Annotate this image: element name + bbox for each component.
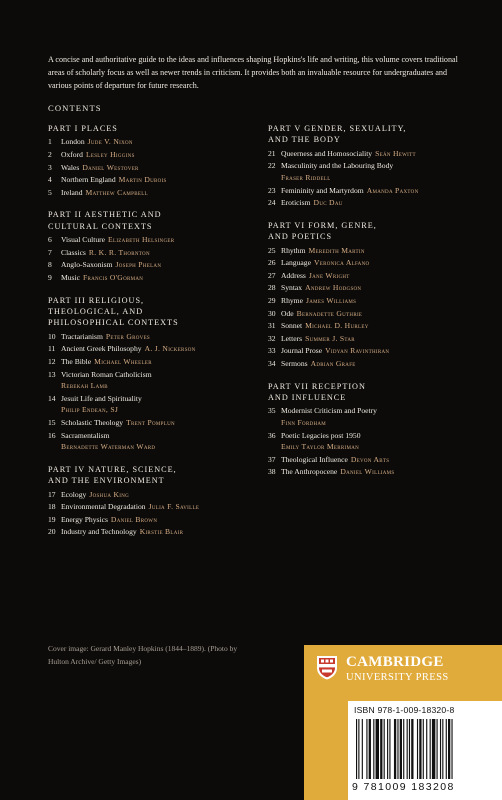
chapter-entry — [268, 148, 478, 161]
chapter-entry — [268, 345, 478, 358]
chapter-number: 25 — [268, 245, 276, 255]
chapter-author: Meredith Martin — [308, 245, 365, 255]
chapter-entry — [48, 259, 258, 272]
chapter-title: Tractarianism — [61, 331, 103, 341]
contents-part — [48, 209, 258, 284]
chapter-number: 23 — [268, 185, 276, 195]
publisher-press: UNIVERSITY PRESS — [346, 672, 449, 683]
part-heading — [48, 123, 258, 134]
chapter-title: Ireland — [61, 187, 83, 197]
chapter-title: Classics — [61, 247, 86, 257]
chapter-number: 26 — [268, 258, 276, 268]
chapter-author: Emily Taylor Merriman — [281, 442, 360, 452]
chapter-entry — [48, 272, 258, 285]
chapter-entry — [268, 308, 478, 321]
part-heading-line: PART III RELIGIOUS, — [48, 295, 145, 305]
chapter-title: Poetic Legacies post 1950 — [281, 430, 361, 440]
chapter-entry — [268, 466, 478, 479]
chapter-title: Letters — [281, 333, 303, 343]
contents-part — [268, 220, 478, 371]
chapter-author: Martin Dubois — [118, 175, 167, 185]
chapter-title: Oxford — [61, 150, 83, 159]
chapter-number: 5 — [48, 187, 52, 197]
chapter-entry — [268, 295, 478, 308]
chapter-number: 9 — [48, 272, 52, 282]
barcode-bar — [426, 719, 427, 779]
barcode-digits: 9 781009 183208 — [352, 781, 455, 793]
chapter-author: Trent Pomplun — [126, 417, 175, 427]
chapter-title: Scholastic Theology — [61, 417, 124, 427]
barcode-bar — [419, 719, 421, 779]
cover-image-credit: Cover image: Gerard Manley Hopkins (1844–1889). (Photo by Hulton Archive/ Getty Images) — [48, 644, 238, 666]
chapter-title: Address — [281, 270, 306, 280]
chapter-entry — [48, 343, 258, 356]
chapter-number: 31 — [268, 321, 276, 331]
chapter-number: 13 — [48, 369, 56, 379]
chapter-author: Joshua King — [89, 489, 130, 499]
chapter-author: Bernadette Waterman Ward — [61, 442, 156, 452]
chapter-number: 17 — [48, 489, 56, 499]
chapter-entry — [268, 358, 478, 371]
barcode-bar — [407, 719, 408, 779]
chapter-author: Andrew Hodgson — [305, 283, 362, 293]
chapter-entry — [48, 356, 258, 369]
chapter-entry — [48, 526, 258, 539]
chapter-author: Summer J. Star — [305, 333, 355, 343]
chapter-number: 12 — [48, 356, 56, 366]
chapter-author: Daniel Westover — [82, 162, 139, 172]
part-heading-line: PART VI FORM, GENRE, — [268, 220, 377, 230]
chapter-entry — [48, 430, 258, 454]
part-heading-line: THEOLOGICAL, AND — [48, 306, 144, 316]
barcode-bar — [373, 719, 374, 779]
chapter-title: Masculinity and the Labouring Body — [281, 161, 394, 171]
contents-heading: CONTENTS — [48, 103, 102, 113]
part-heading — [268, 123, 478, 146]
chapter-title: Visual Culture — [61, 235, 106, 245]
barcode-bar — [397, 719, 398, 779]
contents-part — [48, 123, 258, 199]
barcode-bar — [376, 719, 379, 779]
chapter-author: Julia F. Saville — [148, 502, 200, 512]
barcode-bar — [384, 719, 385, 779]
chapter-title: Journal Prose — [281, 346, 323, 356]
chapter-number: 4 — [48, 175, 52, 185]
chapter-title: Queerness and Homosociality — [281, 148, 373, 158]
chapter-number: 22 — [268, 161, 276, 171]
barcode-bar — [437, 719, 438, 779]
chapter-entry — [268, 197, 478, 210]
chapter-number: 30 — [268, 308, 276, 318]
part-heading-line: CULTURAL CONTEXTS — [48, 221, 153, 231]
chapter-title: Northern England — [61, 175, 116, 185]
part-heading-line: PHILOSOPHICAL CONTEXTS — [48, 318, 179, 328]
chapter-title: Music — [61, 272, 80, 282]
barcode-bar — [432, 719, 435, 779]
chapter-number: 32 — [268, 333, 276, 343]
chapter-author: Amanda Paxton — [366, 185, 419, 195]
chapter-entry — [48, 149, 258, 162]
part-heading-line: PART VII RECEPTION — [268, 381, 366, 391]
chapter-title: Ancient Greek Philosophy — [61, 344, 142, 354]
chapter-author: Daniel Williams — [340, 467, 395, 477]
chapter-number: 6 — [48, 235, 52, 245]
contents-part — [268, 381, 478, 479]
chapter-number: 2 — [48, 150, 52, 159]
part-heading-line: PART V GENDER, SEXUALITY, — [268, 124, 407, 133]
chapter-title: Energy Physics — [61, 514, 108, 524]
chapter-author: Michael Wheeler — [94, 356, 152, 366]
part-heading-line: AND THE BODY — [268, 135, 341, 145]
chapter-number: 21 — [268, 148, 276, 158]
chapter-entry — [268, 257, 478, 270]
chapter-author: Kirstie Blair — [139, 527, 184, 537]
chapter-entry — [48, 489, 258, 502]
chapter-number: 18 — [48, 502, 56, 512]
chapter-number: 28 — [268, 283, 276, 293]
chapter-title: Eroticism — [281, 198, 311, 208]
chapter-author: Seán Hewitt — [375, 148, 416, 158]
part-heading-line: PART I PLACES — [48, 124, 118, 133]
chapter-number: 8 — [48, 260, 52, 270]
chapter-title: Ode — [281, 308, 294, 318]
chapter-title: Jesuit Life and Spirituality — [61, 393, 142, 403]
contents-part — [268, 123, 478, 210]
contents-left-column — [48, 123, 258, 549]
barcode-bar — [411, 719, 413, 779]
chapter-author: James Williams — [305, 295, 357, 305]
chapter-title: The Anthropocene — [281, 467, 338, 477]
chapter-title: Environmental Degradation — [61, 502, 146, 512]
barcode-bar — [362, 719, 363, 779]
chapter-author: Peter Groves — [105, 331, 151, 341]
chapter-entry — [268, 430, 478, 454]
chapter-title: Sermons — [281, 358, 308, 368]
chapter-number: 3 — [48, 162, 52, 172]
chapter-title: Femininity and Martyrdom — [281, 185, 364, 195]
chapter-author: Finn Fordham — [281, 417, 327, 427]
chapter-title: Anglo-Saxonism — [61, 260, 113, 270]
barcode-bar — [369, 719, 371, 779]
chapter-author: Veronica Alfano — [313, 258, 370, 268]
barcode-bar — [423, 719, 424, 779]
chapter-number: 33 — [268, 346, 276, 356]
barcode-bar — [380, 719, 382, 779]
part-heading-line: AND THE ENVIRONMENT — [48, 476, 165, 486]
chapter-author: Joseph Phelan — [115, 260, 162, 270]
chapter-title: Rhyme — [281, 295, 303, 305]
chapter-number: 19 — [48, 514, 56, 524]
chapter-author: Devon Abts — [350, 454, 390, 464]
chapter-entry — [48, 162, 258, 175]
chapter-title: The Bible — [61, 356, 92, 366]
chapter-title: Industry and Technology — [61, 527, 137, 537]
chapter-author: Elizabeth Helsinger — [108, 235, 175, 245]
chapter-title: Rhythm — [281, 245, 306, 255]
chapter-entry — [268, 160, 478, 184]
barcode-bar — [417, 719, 418, 779]
barcode-bar — [430, 719, 431, 779]
chapter-number: 1 — [48, 137, 52, 147]
chapter-title: Sonnet — [281, 321, 303, 331]
chapter-entry — [48, 369, 258, 393]
chapter-author: Jane Wright — [308, 270, 350, 280]
chapter-author: Philip Endean, SJ — [61, 405, 119, 415]
chapter-entry — [48, 393, 258, 417]
chapter-number: 14 — [48, 393, 56, 403]
chapter-title: Sacramentalism — [61, 430, 110, 440]
isbn-barcode-box — [348, 701, 502, 800]
contents-part — [48, 464, 258, 539]
chapter-entry — [268, 245, 478, 258]
chapter-number: 29 — [268, 295, 276, 305]
chapter-entry — [268, 454, 478, 467]
chapter-author: Lesley Higgins — [85, 150, 135, 159]
chapter-author: Matthew Campbell — [85, 187, 148, 197]
barcode-bar — [358, 719, 359, 779]
barcode — [354, 719, 496, 779]
chapter-entry — [268, 320, 478, 333]
chapter-author: Fraser Riddell — [281, 173, 331, 182]
barcode-bar — [442, 719, 443, 779]
chapter-entry — [48, 514, 258, 527]
chapter-title: Ecology — [61, 489, 87, 499]
chapter-author: Duc Dau — [313, 198, 343, 208]
chapter-number: 24 — [268, 198, 276, 208]
blurb-text: A concise and authoritative guide to the ideas and influences shaping Hopkins's life and writing, this volume covers traditional areas of scholarly focus as well as newer trends in criticism. It provides both an invaluable resource for undergraduates and various points of departure for future research. — [48, 55, 458, 91]
publisher-name: CAMBRIDGE — [346, 654, 444, 670]
chapter-title: London — [61, 137, 85, 147]
chapter-entry — [48, 136, 258, 149]
chapter-entry — [268, 333, 478, 346]
chapter-author: Michael D. Hurley — [305, 321, 369, 331]
chapter-number: 36 — [268, 430, 276, 440]
barcode-bar — [389, 719, 390, 779]
part-heading — [48, 209, 258, 232]
chapter-number: 15 — [48, 417, 56, 427]
chapter-number: 34 — [268, 358, 276, 368]
chapter-entry — [48, 234, 258, 247]
chapter-entry — [268, 282, 478, 295]
cambridge-shield-icon — [316, 655, 338, 680]
part-heading — [268, 381, 478, 404]
barcode-bar — [448, 719, 450, 779]
chapter-number: 16 — [48, 430, 56, 440]
chapter-title: Modernist Criticism and Poetry — [281, 406, 377, 416]
chapter-entry — [48, 417, 258, 430]
chapter-title: Syntax — [281, 283, 303, 293]
barcode-bar — [403, 719, 404, 779]
barcode-bar — [400, 719, 402, 779]
barcode-bar — [394, 719, 396, 779]
chapter-number: 35 — [268, 406, 276, 416]
chapter-title: Wales — [61, 162, 80, 172]
chapter-number: 38 — [268, 467, 276, 477]
part-heading-line: AND POETICS — [268, 232, 332, 242]
contents-right-column — [268, 123, 478, 489]
part-heading-line: PART IV NATURE, SCIENCE, — [48, 464, 177, 474]
chapter-author: Vidyan Ravinthiran — [325, 346, 390, 356]
barcode-bar — [440, 719, 441, 779]
chapter-number: 11 — [48, 344, 56, 354]
chapter-author: Jude V. Nixon — [87, 137, 133, 147]
contents-part — [48, 295, 258, 454]
chapter-author: Adrian Grafe — [310, 358, 356, 368]
chapter-entry — [48, 247, 258, 260]
chapter-entry — [268, 185, 478, 198]
chapter-entry — [48, 331, 258, 344]
chapter-number: 27 — [268, 270, 276, 280]
barcode-bar — [409, 719, 410, 779]
barcode-bar — [387, 719, 388, 779]
chapter-number: 37 — [268, 454, 276, 464]
part-heading-line: PART II AESTHETIC AND — [48, 210, 162, 220]
barcode-bar — [366, 719, 367, 779]
part-heading — [48, 464, 258, 487]
part-heading — [48, 295, 258, 329]
part-heading — [268, 220, 478, 243]
chapter-author: R. K. R. Thornton — [88, 247, 150, 257]
chapter-entry — [268, 270, 478, 283]
barcode-bar — [451, 719, 452, 779]
chapter-number: 20 — [48, 527, 56, 537]
barcode-bar — [356, 719, 357, 779]
chapter-title: Victorian Roman Catholicism — [61, 369, 152, 379]
chapter-author: Daniel Brown — [110, 514, 158, 524]
publisher-panel — [304, 645, 502, 800]
chapter-entry — [48, 187, 258, 200]
part-heading-line: AND INFLUENCE — [268, 392, 347, 402]
chapter-number: 10 — [48, 331, 56, 341]
chapter-entry — [48, 174, 258, 187]
chapter-title: Theological Influence — [281, 454, 348, 464]
chapter-title: Language — [281, 258, 311, 268]
chapter-entry — [48, 501, 258, 514]
chapter-entry — [268, 405, 478, 429]
chapter-author: A. J. Nickerson — [144, 344, 196, 354]
isbn-label: ISBN 978-1-009-18320-8 — [354, 705, 455, 715]
barcode-bar — [446, 719, 447, 779]
chapter-author: Francis O'Gorman — [82, 272, 144, 282]
chapter-number: 7 — [48, 247, 52, 257]
chapter-author: Rebekah Lamb — [61, 381, 108, 391]
chapter-author: Bernadette Guthrie — [296, 308, 363, 318]
